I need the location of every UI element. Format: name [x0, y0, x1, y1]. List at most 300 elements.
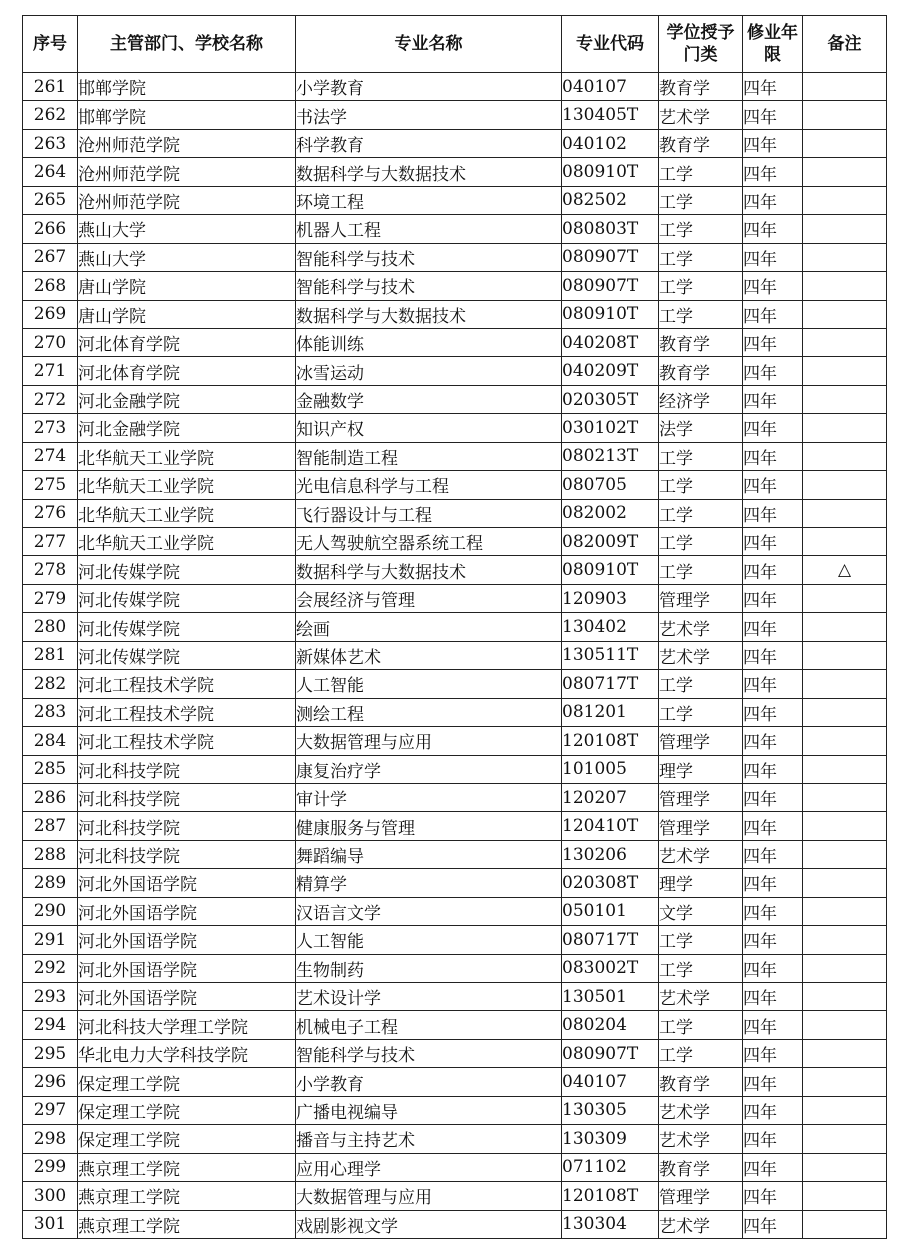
- major-code: 130309: [562, 1125, 659, 1153]
- major-name: 机器人工程: [296, 215, 562, 243]
- note-mark: [803, 954, 887, 982]
- note-mark: [803, 243, 887, 271]
- school-name: 河北工程技术学院: [78, 698, 296, 726]
- study-years: 四年: [743, 528, 803, 556]
- study-years: 四年: [743, 641, 803, 669]
- school-name: 燕山大学: [78, 243, 296, 271]
- study-years: 四年: [743, 584, 803, 612]
- major-code: 080907T: [562, 272, 659, 300]
- school-name: 河北工程技术学院: [78, 727, 296, 755]
- degree-category: 艺术学: [659, 840, 743, 868]
- major-code: 082002: [562, 499, 659, 527]
- note-mark: [803, 1068, 887, 1096]
- row-number: 265: [23, 186, 78, 214]
- study-years: 四年: [743, 869, 803, 897]
- major-code: 080204: [562, 1011, 659, 1039]
- study-years: 四年: [743, 1011, 803, 1039]
- major-name: 知识产权: [296, 414, 562, 442]
- major-code: 080803T: [562, 215, 659, 243]
- school-name: 河北外国语学院: [78, 954, 296, 982]
- degree-category: 工学: [659, 926, 743, 954]
- study-years: 四年: [743, 328, 803, 356]
- row-number: 272: [23, 385, 78, 413]
- table-row: [23, 670, 887, 698]
- table-row: [23, 727, 887, 755]
- note-mark: [803, 101, 887, 129]
- row-number: 282: [23, 670, 78, 698]
- major-name: 人工智能: [296, 670, 562, 698]
- major-name: 精算学: [296, 869, 562, 897]
- major-name: 人工智能: [296, 926, 562, 954]
- degree-category: 艺术学: [659, 101, 743, 129]
- note-mark: [803, 499, 887, 527]
- major-name: 数据科学与大数据技术: [296, 158, 562, 186]
- header-years-label: 修业年限: [747, 23, 798, 65]
- school-name: 燕京理工学院: [78, 1210, 296, 1238]
- major-name: 无人驾驶航空器系统工程: [296, 528, 562, 556]
- degree-category: 艺术学: [659, 1210, 743, 1238]
- table-row: [23, 272, 887, 300]
- school-name: 北华航天工业学院: [78, 471, 296, 499]
- degree-category: 管理学: [659, 783, 743, 811]
- major-name: 广播电视编导: [296, 1096, 562, 1124]
- study-years: 四年: [743, 385, 803, 413]
- study-years: 四年: [743, 897, 803, 925]
- degree-category: 教育学: [659, 328, 743, 356]
- school-name: 沧州师范学院: [78, 158, 296, 186]
- degree-category: 教育学: [659, 129, 743, 157]
- study-years: 四年: [743, 499, 803, 527]
- major-code: 040107: [562, 73, 659, 101]
- major-name: 审计学: [296, 783, 562, 811]
- row-number: 264: [23, 158, 78, 186]
- major-code: 130304: [562, 1210, 659, 1238]
- row-number: 268: [23, 272, 78, 300]
- note-mark: [803, 300, 887, 328]
- degree-category: 教育学: [659, 1153, 743, 1181]
- degree-category: 工学: [659, 243, 743, 271]
- study-years: 四年: [743, 613, 803, 641]
- row-number: 279: [23, 584, 78, 612]
- major-code: 130501: [562, 983, 659, 1011]
- row-number: 267: [23, 243, 78, 271]
- major-name: 戏剧影视文学: [296, 1210, 562, 1238]
- table-row: [23, 1182, 887, 1210]
- study-years: 四年: [743, 1039, 803, 1067]
- table-row: [23, 129, 887, 157]
- row-number: 276: [23, 499, 78, 527]
- school-name: 华北电力大学科技学院: [78, 1039, 296, 1067]
- note-mark: [803, 926, 887, 954]
- table-row: [23, 1039, 887, 1067]
- row-number: 294: [23, 1011, 78, 1039]
- study-years: 四年: [743, 471, 803, 499]
- study-years: 四年: [743, 129, 803, 157]
- major-name: 大数据管理与应用: [296, 1182, 562, 1210]
- header-note: 备注: [803, 16, 887, 73]
- note-mark: [803, 812, 887, 840]
- study-years: 四年: [743, 840, 803, 868]
- major-code: 080907T: [562, 243, 659, 271]
- major-name: 智能科学与技术: [296, 243, 562, 271]
- table-row: [23, 243, 887, 271]
- study-years: 四年: [743, 158, 803, 186]
- school-name: 河北体育学院: [78, 328, 296, 356]
- major-code: 080213T: [562, 442, 659, 470]
- table-row: [23, 869, 887, 897]
- row-number: 290: [23, 897, 78, 925]
- major-code: 082502: [562, 186, 659, 214]
- row-number: 285: [23, 755, 78, 783]
- study-years: 四年: [743, 670, 803, 698]
- table-row: [23, 1153, 887, 1181]
- degree-category: 经济学: [659, 385, 743, 413]
- note-mark: [803, 158, 887, 186]
- table-body: [23, 73, 887, 1239]
- major-code: 130402: [562, 613, 659, 641]
- major-name: 机械电子工程: [296, 1011, 562, 1039]
- major-code: 040208T: [562, 328, 659, 356]
- major-name: 汉语言文学: [296, 897, 562, 925]
- row-number: 299: [23, 1153, 78, 1181]
- school-name: 河北科技学院: [78, 783, 296, 811]
- major-code: 040102: [562, 129, 659, 157]
- study-years: 四年: [743, 1068, 803, 1096]
- study-years: 四年: [743, 783, 803, 811]
- table-header: [23, 16, 887, 73]
- major-code: 080907T: [562, 1039, 659, 1067]
- major-name: 康复治疗学: [296, 755, 562, 783]
- school-name: 邯郸学院: [78, 73, 296, 101]
- degree-category: 工学: [659, 556, 743, 584]
- header-category: [659, 16, 743, 73]
- table-row: [23, 840, 887, 868]
- note-mark: [803, 528, 887, 556]
- major-code: 080705: [562, 471, 659, 499]
- table-row: [23, 158, 887, 186]
- school-name: 河北外国语学院: [78, 869, 296, 897]
- major-code: 080910T: [562, 300, 659, 328]
- table-row: [23, 300, 887, 328]
- degree-category: 教育学: [659, 1068, 743, 1096]
- note-mark: [803, 1011, 887, 1039]
- row-number: 281: [23, 641, 78, 669]
- study-years: 四年: [743, 1182, 803, 1210]
- major-name: 小学教育: [296, 1068, 562, 1096]
- row-number: 283: [23, 698, 78, 726]
- note-mark: [803, 471, 887, 499]
- major-name: 智能科学与技术: [296, 272, 562, 300]
- major-name: 播音与主持艺术: [296, 1125, 562, 1153]
- degree-category: 工学: [659, 670, 743, 698]
- school-name: 河北科技学院: [78, 812, 296, 840]
- row-number: 263: [23, 129, 78, 157]
- row-number: 277: [23, 528, 78, 556]
- row-number: 297: [23, 1096, 78, 1124]
- major-code: 120108T: [562, 727, 659, 755]
- table-row: [23, 414, 887, 442]
- school-name: 燕京理工学院: [78, 1182, 296, 1210]
- school-name: 邯郸学院: [78, 101, 296, 129]
- degree-category: 理学: [659, 755, 743, 783]
- study-years: 四年: [743, 755, 803, 783]
- study-years: 四年: [743, 698, 803, 726]
- major-name: 健康服务与管理: [296, 812, 562, 840]
- major-name: 数据科学与大数据技术: [296, 556, 562, 584]
- major-code: 120903: [562, 584, 659, 612]
- school-name: 唐山学院: [78, 300, 296, 328]
- study-years: 四年: [743, 1096, 803, 1124]
- table-row: [23, 442, 887, 470]
- row-number: 284: [23, 727, 78, 755]
- school-name: 河北传媒学院: [78, 613, 296, 641]
- major-name: 会展经济与管理: [296, 584, 562, 612]
- note-mark: [803, 1125, 887, 1153]
- major-name: 测绘工程: [296, 698, 562, 726]
- row-number: 275: [23, 471, 78, 499]
- table-row: [23, 186, 887, 214]
- note-mark: [803, 755, 887, 783]
- table-row: [23, 897, 887, 925]
- row-number: 289: [23, 869, 78, 897]
- study-years: 四年: [743, 1125, 803, 1153]
- note-mark: [803, 1210, 887, 1238]
- degree-category: 管理学: [659, 727, 743, 755]
- row-number: 291: [23, 926, 78, 954]
- header-no: 序号: [23, 16, 78, 73]
- school-name: 河北金融学院: [78, 414, 296, 442]
- major-code: 080910T: [562, 556, 659, 584]
- major-code: 130405T: [562, 101, 659, 129]
- header-years: [743, 16, 803, 73]
- note-mark: [803, 869, 887, 897]
- table-row: [23, 499, 887, 527]
- header-row: [23, 16, 887, 73]
- degree-category: 工学: [659, 186, 743, 214]
- major-code: 050101: [562, 897, 659, 925]
- table-row: [23, 1096, 887, 1124]
- school-name: 保定理工学院: [78, 1125, 296, 1153]
- table-row: [23, 528, 887, 556]
- row-number: 286: [23, 783, 78, 811]
- school-name: 河北外国语学院: [78, 897, 296, 925]
- row-number: 271: [23, 357, 78, 385]
- table-row: [23, 556, 887, 584]
- study-years: 四年: [743, 954, 803, 982]
- row-number: 274: [23, 442, 78, 470]
- study-years: 四年: [743, 414, 803, 442]
- study-years: 四年: [743, 186, 803, 214]
- note-mark: [803, 272, 887, 300]
- table-row: [23, 1011, 887, 1039]
- study-years: 四年: [743, 357, 803, 385]
- note-mark: [803, 983, 887, 1011]
- study-years: 四年: [743, 243, 803, 271]
- degree-category: 艺术学: [659, 641, 743, 669]
- study-years: 四年: [743, 300, 803, 328]
- degree-category: 工学: [659, 442, 743, 470]
- major-name: 舞蹈编导: [296, 840, 562, 868]
- row-number: 287: [23, 812, 78, 840]
- major-code: 120207: [562, 783, 659, 811]
- study-years: 四年: [743, 556, 803, 584]
- table-row: [23, 755, 887, 783]
- degree-category: 工学: [659, 528, 743, 556]
- major-code: 071102: [562, 1153, 659, 1181]
- table-row: [23, 357, 887, 385]
- degree-category: 艺术学: [659, 613, 743, 641]
- note-mark: [803, 1039, 887, 1067]
- table-row: [23, 101, 887, 129]
- school-name: 河北传媒学院: [78, 641, 296, 669]
- degree-category: 文学: [659, 897, 743, 925]
- major-code: 020308T: [562, 869, 659, 897]
- major-name: 新媒体艺术: [296, 641, 562, 669]
- school-name: 河北科技学院: [78, 755, 296, 783]
- school-name: 北华航天工业学院: [78, 442, 296, 470]
- note-mark: [803, 357, 887, 385]
- row-number: 288: [23, 840, 78, 868]
- row-number: 266: [23, 215, 78, 243]
- school-name: 河北外国语学院: [78, 926, 296, 954]
- study-years: 四年: [743, 442, 803, 470]
- row-number: 280: [23, 613, 78, 641]
- major-code: 130305: [562, 1096, 659, 1124]
- study-years: 四年: [743, 926, 803, 954]
- school-name: 河北科技大学理工学院: [78, 1011, 296, 1039]
- degree-category: 管理学: [659, 812, 743, 840]
- major-name: 艺术设计学: [296, 983, 562, 1011]
- study-years: 四年: [743, 272, 803, 300]
- school-name: 燕山大学: [78, 215, 296, 243]
- header-category-label: 学位授予门类: [666, 23, 735, 65]
- major-code: 080910T: [562, 158, 659, 186]
- school-name: 河北外国语学院: [78, 983, 296, 1011]
- note-mark: [803, 1182, 887, 1210]
- row-number: 292: [23, 954, 78, 982]
- note-mark: [803, 73, 887, 101]
- note-mark: [803, 727, 887, 755]
- row-number: 298: [23, 1125, 78, 1153]
- note-mark: [803, 641, 887, 669]
- study-years: 四年: [743, 812, 803, 840]
- degree-category: 艺术学: [659, 983, 743, 1011]
- major-code: 040209T: [562, 357, 659, 385]
- degree-category: 工学: [659, 698, 743, 726]
- major-name: 冰雪运动: [296, 357, 562, 385]
- row-number: 262: [23, 101, 78, 129]
- table-row: [23, 328, 887, 356]
- note-mark: [803, 840, 887, 868]
- major-name: 绘画: [296, 613, 562, 641]
- study-years: 四年: [743, 983, 803, 1011]
- table-row: [23, 698, 887, 726]
- major-name: 智能制造工程: [296, 442, 562, 470]
- note-mark: [803, 186, 887, 214]
- school-name: 唐山学院: [78, 272, 296, 300]
- school-name: 保定理工学院: [78, 1068, 296, 1096]
- degree-category: 法学: [659, 414, 743, 442]
- school-name: 燕京理工学院: [78, 1153, 296, 1181]
- table-row: [23, 954, 887, 982]
- majors-table: [22, 15, 887, 1239]
- note-mark: [803, 385, 887, 413]
- table-row: [23, 584, 887, 612]
- major-name: 生物制药: [296, 954, 562, 982]
- note-mark: [803, 215, 887, 243]
- major-name: 数据科学与大数据技术: [296, 300, 562, 328]
- row-number: 295: [23, 1039, 78, 1067]
- table-row: [23, 926, 887, 954]
- major-name: 飞行器设计与工程: [296, 499, 562, 527]
- study-years: 四年: [743, 101, 803, 129]
- table-row: [23, 215, 887, 243]
- table-row: [23, 641, 887, 669]
- row-number: 278: [23, 556, 78, 584]
- major-code: 130206: [562, 840, 659, 868]
- note-mark: [803, 414, 887, 442]
- degree-category: 艺术学: [659, 1096, 743, 1124]
- major-code: 080717T: [562, 926, 659, 954]
- table-row: [23, 783, 887, 811]
- major-name: 环境工程: [296, 186, 562, 214]
- note-mark: [803, 897, 887, 925]
- school-name: 河北科技学院: [78, 840, 296, 868]
- row-number: 273: [23, 414, 78, 442]
- school-name: 河北金融学院: [78, 385, 296, 413]
- header-code: 专业代码: [562, 16, 659, 73]
- major-code: 082009T: [562, 528, 659, 556]
- row-number: 300: [23, 1182, 78, 1210]
- table-row: [23, 385, 887, 413]
- school-name: 河北传媒学院: [78, 584, 296, 612]
- degree-category: 工学: [659, 499, 743, 527]
- degree-category: 管理学: [659, 584, 743, 612]
- note-mark: [803, 584, 887, 612]
- note-mark: [803, 328, 887, 356]
- degree-category: 工学: [659, 1011, 743, 1039]
- note-mark: [803, 670, 887, 698]
- school-name: 沧州师范学院: [78, 186, 296, 214]
- degree-category: 工学: [659, 272, 743, 300]
- study-years: 四年: [743, 1210, 803, 1238]
- header-school: 主管部门、学校名称: [78, 16, 296, 73]
- degree-category: 理学: [659, 869, 743, 897]
- study-years: 四年: [743, 73, 803, 101]
- school-name: 河北传媒学院: [78, 556, 296, 584]
- row-number: 269: [23, 300, 78, 328]
- major-name: 书法学: [296, 101, 562, 129]
- major-code: 120108T: [562, 1182, 659, 1210]
- degree-category: 管理学: [659, 1182, 743, 1210]
- major-name: 大数据管理与应用: [296, 727, 562, 755]
- major-code: 130511T: [562, 641, 659, 669]
- note-mark: [803, 698, 887, 726]
- major-name: 体能训练: [296, 328, 562, 356]
- major-name: 智能科学与技术: [296, 1039, 562, 1067]
- major-name: 小学教育: [296, 73, 562, 101]
- major-code: 030102T: [562, 414, 659, 442]
- table-row: [23, 812, 887, 840]
- major-code: 080717T: [562, 670, 659, 698]
- note-mark: [803, 783, 887, 811]
- major-name: 应用心理学: [296, 1153, 562, 1181]
- major-code: 101005: [562, 755, 659, 783]
- major-code: 083002T: [562, 954, 659, 982]
- study-years: 四年: [743, 215, 803, 243]
- major-code: 040107: [562, 1068, 659, 1096]
- major-code: 120410T: [562, 812, 659, 840]
